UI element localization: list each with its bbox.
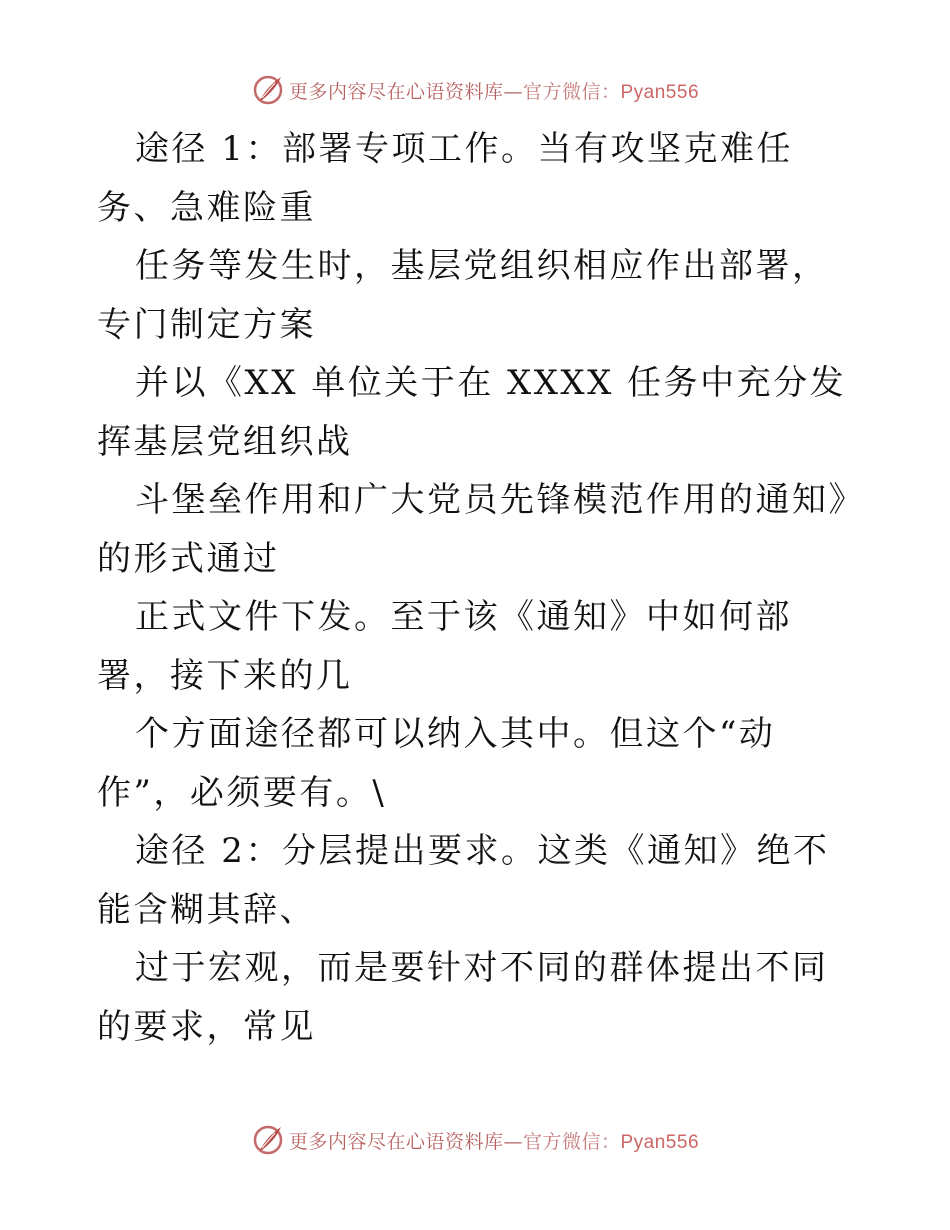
feather-pen-logo-icon [251,73,285,107]
document-body [97,120,857,1056]
header-watermark [0,70,950,110]
paragraph: 过于宏观，而是要针对不同的群体提出不同的要求，常见 [97,948,829,1047]
paragraph: 途径 2：分层提出要求。这类《通知》绝不能含糊其辞、 [97,831,830,930]
paragraph: 任务等发生时，基层党组织相应作出部署，专门制定方案 [97,246,829,345]
paragraph: 途径 1：部署专项工作。当有攻坚克难任务、急难险重 [97,129,793,228]
feather-pen-logo-icon [251,1123,285,1157]
watermark-text [289,77,699,104]
watermark-brand: 更多内容尽在心语资料库 [288,80,504,103]
paragraph: 斗堡垒作用和广大党员先锋模范作用的通知》的形式通过 [97,480,848,579]
paragraph: 正式文件下发。至于该《通知》中如何部署，接下来的几 [97,597,792,696]
footer-watermark [0,1120,950,1160]
paragraph: 个方面途径都可以纳入其中。但这个“动作”，必须要有。\ [97,714,776,813]
paragraph: 并以《XX 单位关于在 XXXX 任务中充分发挥基层党组织战 [97,363,847,462]
watermark-wechat-label: 官方微信： [522,1130,621,1153]
watermark-wechat-id: Pyan556 [620,1131,700,1153]
watermark-wechat-label: 官方微信： [522,80,621,103]
watermark-text [289,1127,699,1154]
watermark-dash: — [503,80,523,103]
watermark-wechat-id: Pyan556 [620,81,700,103]
watermark-brand: 更多内容尽在心语资料库 [288,1130,504,1153]
watermark-dash: — [503,1130,523,1153]
